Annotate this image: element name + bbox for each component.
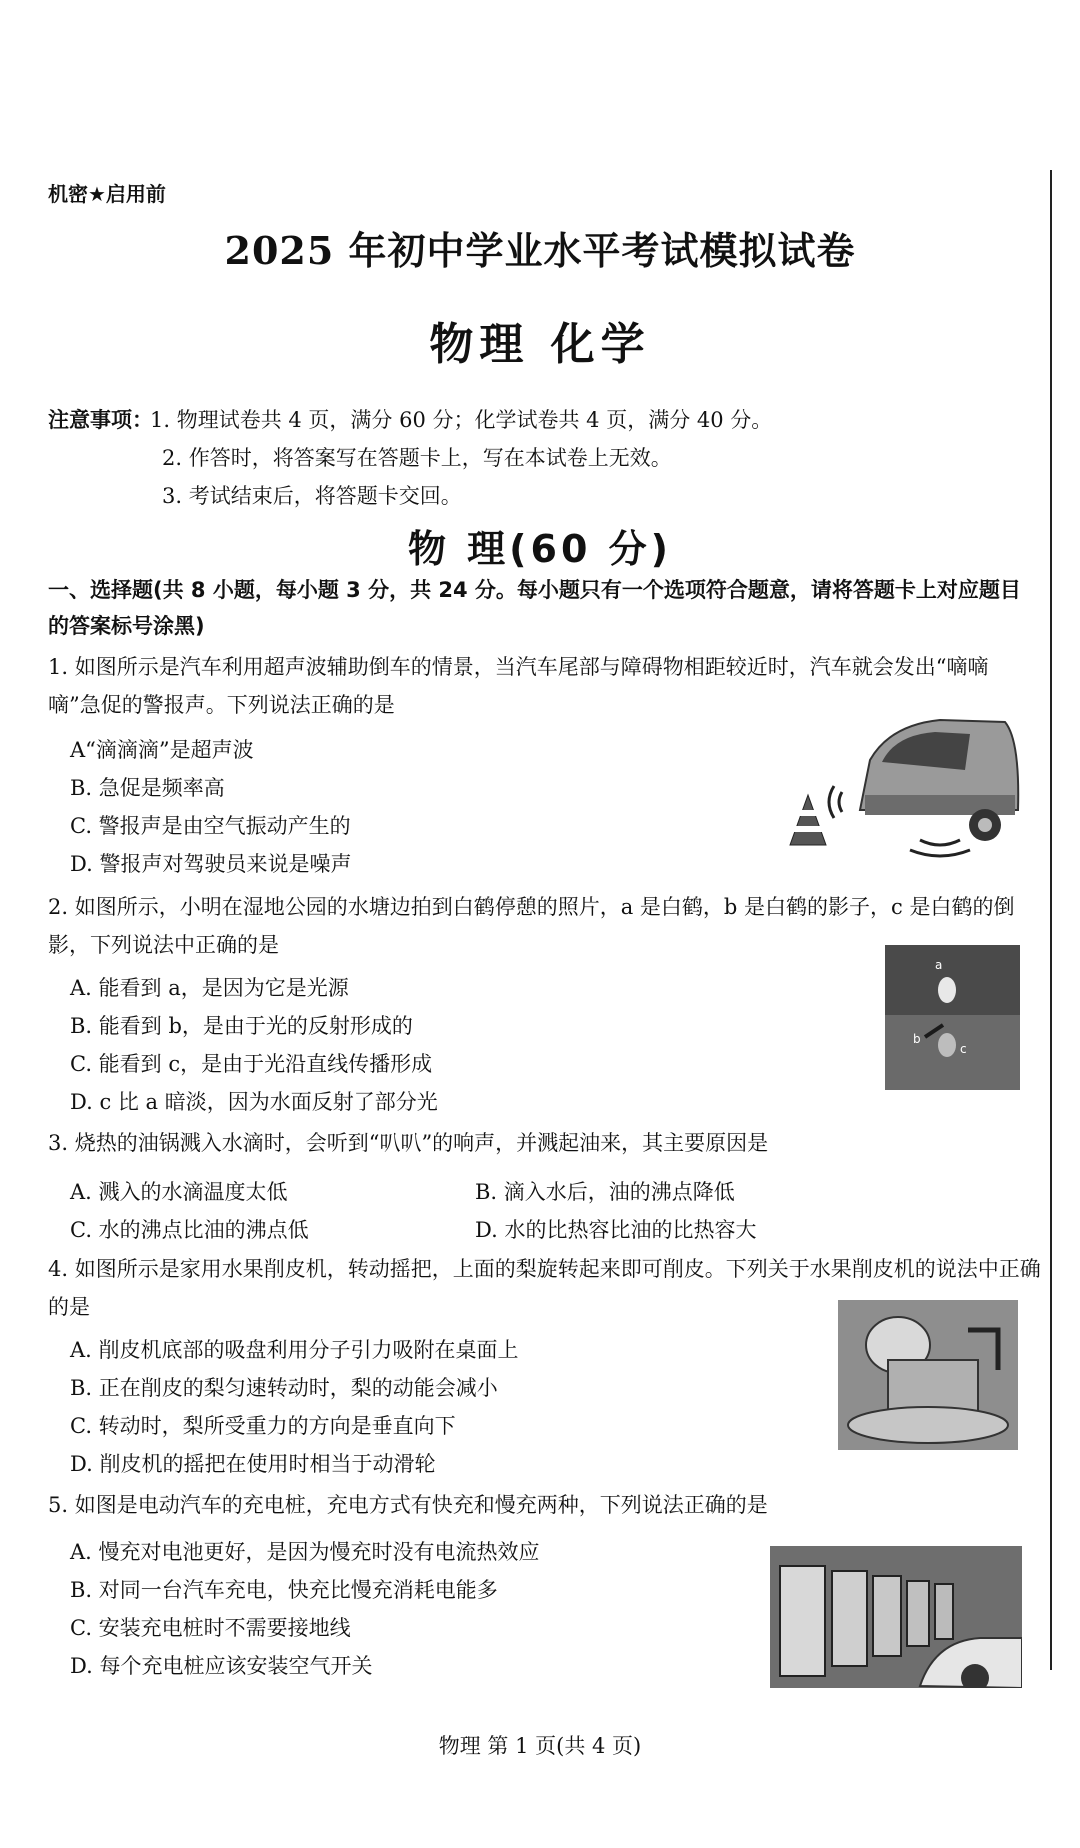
answer-option: C. 能看到 c，是由于光沿直线传播形成	[70, 1052, 433, 1076]
confidential-label: 机密★启用前	[48, 182, 166, 206]
answer-option: D. 削皮机的摇把在使用时相当于动滑轮	[70, 1452, 436, 1476]
answer-option: A. 溅入的水滴温度太低	[70, 1180, 288, 1204]
answer-option: A. 能看到 a，是因为它是光源	[70, 976, 349, 1000]
answer-option: B. 急促是频率高	[70, 776, 225, 800]
question-stem: 1. 如图所示是汽车利用超声波辅助倒车的情景，当汽车尾部与障碍物相距较近时，汽车就会发出“嘀嘀嘀”急促的警报声。下列说法正确的是	[48, 655, 989, 717]
answer-option: B. 滴入水后，油的沸点降低	[475, 1180, 735, 1204]
exam-title: 2025 年初中学业水平考试模拟试卷	[224, 228, 856, 273]
answer-option: C. 警报声是由空气振动产生的	[70, 814, 351, 838]
answer-option: B. 能看到 b，是由于光的反射形成的	[70, 1014, 413, 1038]
charging-station-figure	[770, 1546, 1022, 1688]
answer-option: B. 正在削皮的梨匀速转动时，梨的动能会减小	[70, 1376, 498, 1400]
part-heading: 一、选择题(共 8 小题，每小题 3 分，共 24 分。每小题只有一个选项符合题意，请将答题卡上对应题目的答案标号涂黑)	[48, 578, 1021, 638]
question-stem: 3. 烧热的油锅溅入水滴时，会听到“叭叭”的响声，并溅起油来，其主要原因是	[48, 1131, 769, 1155]
fruit-peeler-figure	[838, 1300, 1018, 1450]
car-reversing-figure	[770, 700, 1030, 860]
answer-option: D. 水的比热容比油的比热容大	[475, 1218, 757, 1242]
notes-item: 3. 考试结束后，将答题卡交回。	[162, 484, 462, 508]
answer-option: D. 每个充电桩应该安装空气开关	[70, 1654, 373, 1678]
notes-item: 2. 作答时，将答案写在答题卡上，写在本试卷上无效。	[162, 446, 672, 470]
notes-label: 注意事项：	[48, 408, 153, 432]
question-stem: 4. 如图所示是家用水果削皮机，转动摇把，上面的梨旋转起来即可削皮。下列关于水果削皮机的说法中正确的是	[48, 1257, 1041, 1319]
margin-rule	[1050, 170, 1052, 1670]
page-footer: 物理 第 1 页(共 4 页)	[438, 1734, 642, 1758]
answer-option: D. 警报声对驾驶员来说是噪声	[70, 852, 352, 876]
subject-title: 物理 化学	[429, 319, 651, 370]
notes-item: 1. 物理试卷共 4 页，满分 60 分；化学试卷共 4 页，满分 40 分。	[150, 408, 773, 432]
section-title: 物 理(60 分)	[407, 527, 673, 571]
figure-label-b: b	[913, 1032, 921, 1046]
answer-option: A. 削皮机底部的吸盘利用分子引力吸附在桌面上	[70, 1338, 519, 1362]
answer-option: C. 转动时，梨所受重力的方向是垂直向下	[70, 1414, 456, 1438]
question-stem: 2. 如图所示，小明在湿地公园的水塘边拍到白鹤停憩的照片，a 是白鹤，b 是白鹤的影子，c 是白鹤的倒影，下列说法中正确的是	[48, 895, 1015, 957]
figure-label-a: a	[935, 958, 943, 972]
question-stem: 5. 如图是电动汽车的充电桩，充电方式有快充和慢充两种，下列说法正确的是	[48, 1493, 768, 1517]
answer-option: C. 水的沸点比油的沸点低	[70, 1218, 309, 1242]
answer-option: A. 慢充对电池更好，是因为慢充时没有电流热效应	[70, 1540, 540, 1564]
answer-option: D. c 比 a 暗淡，因为水面反射了部分光	[70, 1090, 438, 1114]
answer-option: B. 对同一台汽车充电，快充比慢充消耗电能多	[70, 1578, 498, 1602]
crane-photo-figure	[885, 945, 1020, 1090]
answer-option: A“滴滴滴”是超声波	[70, 738, 254, 762]
answer-option: C. 安装充电桩时不需要接地线	[70, 1616, 351, 1640]
figure-label-c: c	[960, 1042, 967, 1056]
